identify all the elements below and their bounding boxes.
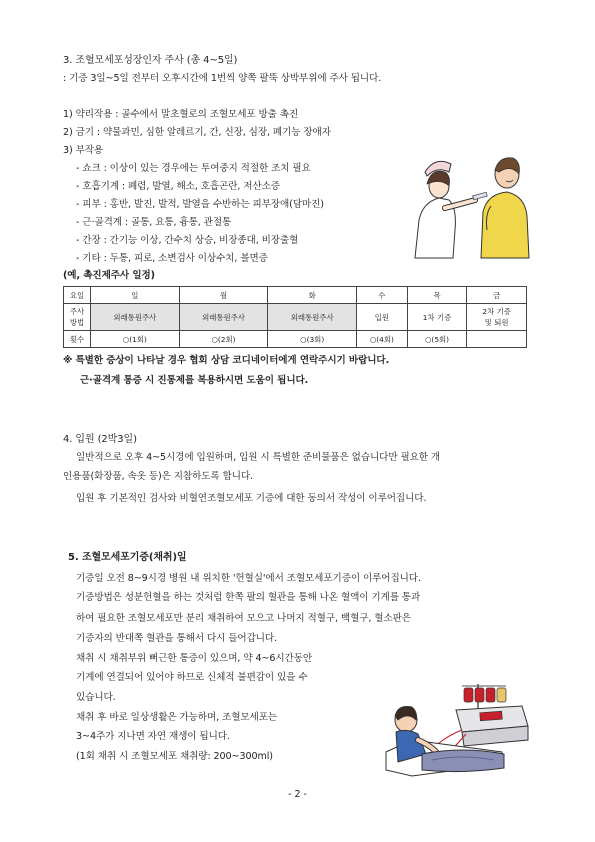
- table-header-cell: 월: [179, 287, 268, 304]
- table-cell: ○(1회): [91, 331, 180, 348]
- table-header-cell: 수: [357, 287, 408, 304]
- section5-line: 기계에 연결되어 있어야 하므로 신체적 불편감이 있을 수: [76, 672, 308, 683]
- section3-intro: : 기증 3일~5일 전부터 오후시간에 1번씩 양쪽 팔뚝 상박부위에 주사 됩니다.: [63, 73, 382, 84]
- side-effect-liver: - 간장 : 간기능 이상, 간수치 상승, 비장종대, 비장출혈: [76, 235, 299, 246]
- section5-line: 채취 시 채취부위 뻐근한 통증이 있으며, 약 4~6시간동안: [76, 653, 313, 664]
- table-header-cell: 금: [467, 287, 527, 304]
- table-cell: ○(2회): [179, 331, 268, 348]
- section5-line: 하여 필요한 조혈모세포만 분리 채취하여 모으고 나머지 적혈구, 백혈구, 혈소판은: [76, 613, 411, 624]
- section3-heading: 3. 조혈모세포성장인자 주사 (총 4~5일): [63, 55, 238, 66]
- table-header-row: [64, 287, 527, 304]
- section5-line: 3~4주가 지나면 자연 재생이 됩니다.: [76, 731, 230, 742]
- notice-painkiller: 근·골격계 통증 시 진통제를 복용하시면 도움이 됩니다.: [80, 375, 309, 386]
- table-cell: 외래통원주사: [268, 304, 357, 331]
- schedule-caption: (예, 촉진제주사 일정): [63, 270, 155, 281]
- table-header-cell: 요일: [64, 287, 91, 304]
- side-effect-respiratory: - 호흡기계 : 폐렴, 발열, 해소, 호흡곤란, 저산소증: [76, 181, 280, 192]
- section5-line: (1회 채취 시 조혈모세포 채취량: 200~300ml): [76, 751, 273, 762]
- section5-line: 채취 후 바로 일상생활은 가능하며, 조혈모세포는: [76, 712, 278, 723]
- table-cell: 1차 기증: [407, 304, 467, 331]
- table-cell: 입원: [357, 304, 408, 331]
- page-number: - 2 -: [288, 789, 307, 800]
- section4-heading: 4. 입원 (2박3일): [63, 434, 137, 445]
- section4-line: 입원 후 기본적인 검사와 비혈연조혈모세포 기증에 대한 동의서 작성이 이루어집니다.: [76, 493, 427, 504]
- nurse-injection-illustration: [405, 150, 535, 260]
- table-row-label: 횟수: [64, 331, 91, 348]
- side-effect-musculoskeletal: - 근·골격계 : 골통, 요통, 흉통, 관절통: [76, 217, 232, 228]
- table-header-cell: 일: [91, 287, 180, 304]
- injection-schedule-table: [63, 286, 527, 348]
- section5-heading: 5. 조혈모세포기증(채취)일: [68, 552, 187, 563]
- donor-apheresis-illustration: [382, 680, 532, 780]
- table-header-cell: 목: [407, 287, 467, 304]
- table-cell: [467, 331, 527, 348]
- contraindication-item: 2) 금기 : 약물과민, 심한 알레르기, 간, 신장, 심장, 폐기능 장애자: [63, 127, 331, 138]
- section4-line: 인용품(화장품, 속옷 등)은 지참하도록 합니다.: [63, 471, 253, 482]
- section5-line: 기증방법은 성분헌혈을 하는 것처럼 한쪽 팔의 혈관을 통해 나온 혈액이 기계를 통과: [76, 592, 421, 603]
- side-effect-other: - 기타 : 두통, 피로, 소변검사 이상수치, 볼면증: [76, 253, 268, 264]
- table-cell: 2차 기증 및 퇴원: [467, 304, 527, 331]
- table-row: [64, 304, 527, 331]
- section5-line: 있습니다.: [76, 692, 116, 703]
- table-cell: ○(5회): [407, 331, 467, 348]
- table-row-label: 주사 방법: [64, 304, 91, 331]
- section5-line: 기증자의 반대쪽 혈관을 통해서 다시 들어갑니다.: [76, 633, 278, 644]
- section5-line: 기증일 오전 8~9시경 병원 내 위치한 '헌혈실'에서 조혈모세포기증이 이루어집니다.: [76, 573, 421, 584]
- table-cell: 외래통원주사: [179, 304, 268, 331]
- table-header-cell: 화: [268, 287, 357, 304]
- table-row: [64, 331, 527, 348]
- table-cell: ○(4회): [357, 331, 408, 348]
- table-cell: 외래통원주사: [91, 304, 180, 331]
- side-effect-skin: - 피부 : 홍반, 발진, 발적, 발열을 수반하는 피부장애(담마진): [76, 199, 324, 210]
- side-effect-shock: - 쇼크 : 이상이 있는 경우에는 투여중지 적절한 조치 필요: [76, 163, 311, 174]
- pharmacology-item: 1) 약리작용 : 골수에서 말초혈로의 조혈모세포 방출 촉진: [63, 109, 299, 120]
- table-cell: ○(3회): [268, 331, 357, 348]
- notice-contact: ※ 특별한 증상이 나타날 경우 협회 상담 코디네이터에게 연락주시기 바랍니다.: [63, 355, 390, 366]
- section4-line: 일반적으로 오후 4~5시경에 입원하며, 입원 시 특별한 준비물품은 없습니다만 필요한 개: [76, 452, 441, 463]
- side-effects-heading: 3) 부작용: [63, 145, 104, 156]
